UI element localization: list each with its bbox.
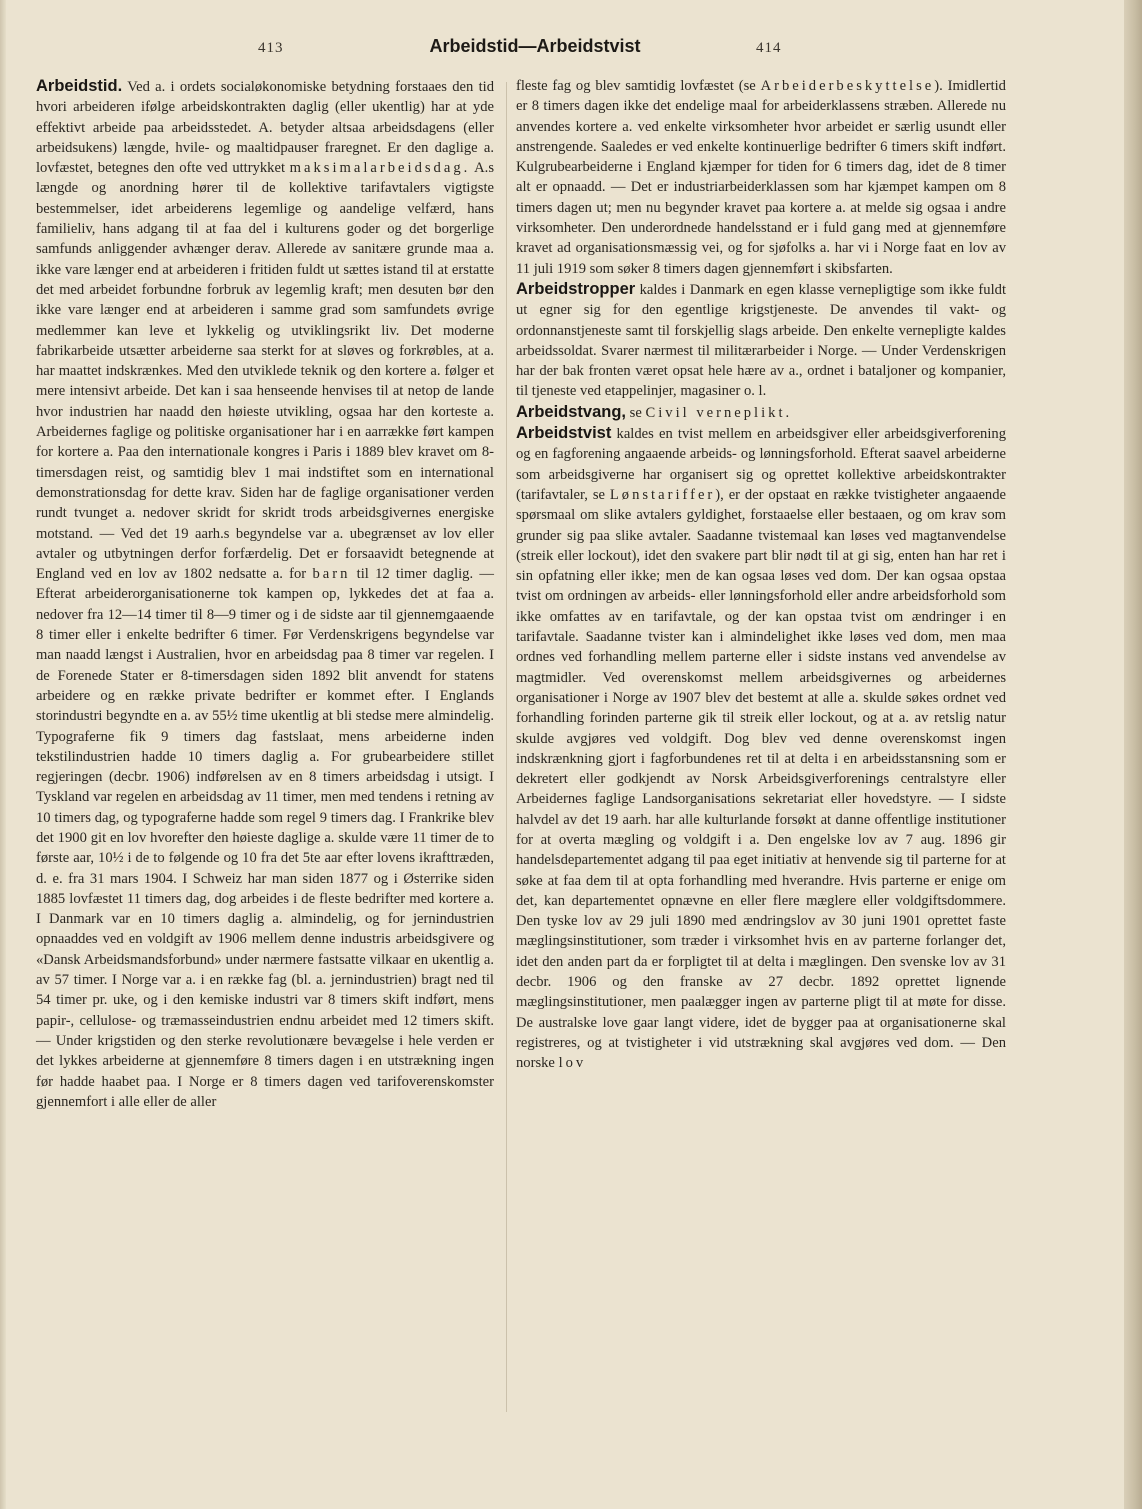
entry-text: A.s længde og anordning hører til de kollektive tarifavtalers vigtigste bestemmelser, idet arbeiderens legemlige og aandelige velfærd, hans familieliv, hans adgang til at faa del i kulturens goder og det borgerlige samfunds anliggender avhænger derav. Allerede av sanitære grunde maa a. ikke vare længer end at arbeideren i fritiden fuldt ut sættes istand til at erstatte det med arbeidet forbundne forbruk av legemlig kraft; men desuten bør den ikke vare længer end at arbeideren i samme grad som samfundets øvrige medlemmer kan leve et lykkelig og utviklingsrikt liv. Det moderne fabrikarbeide utsætter arbeiderne saa sterkt for at sløves og forkrøbles, at a. har maattet indskrænkes. Med den utviklede teknik og den kortere a. følger et mere intensivt arbeide. Det kan i saa henseende henvises til at netop de lande hvor industrien har naadd den høieste utvikling, ogsaa har den korteste a. Arbeidernes faglige og politiske organisationer har i en aarrække ført kampen for kortere a. Paa den internationale kongres i Paris i 1889 blev kravet om 8-timersdagen reist, og samtidig blev 1 mai indstiftet som en international demonstrationsdag for dette krav. Siden har de faglige organisationer verden rundt tvunget a. nedover skridt for skridt trods arbeidsgivernes energiske motstand. — Ved det 19 aarh.s begyndelse var a. ubegrænset av lov eller avtaler og utbytningen derfor forfærdelig. Det er forsaavidt betegnende at England ved en lov av 1802 nedsatte a. for	[36, 160, 494, 583]
entry-text: kaldes en tvist mellem en arbeidsgiver eller arbeidsgiverforening og en fagforening angaaende arbeids- og lønningsforhold. Efterat saavel arbeiderne som arbeidsgiverne har organisert sig og oprettet kollektive arbeidskontrakter (tarifavtaler, se	[516, 426, 1006, 503]
entry-arbeidstropper	[516, 279, 1006, 402]
entry-arbeidstid	[36, 76, 494, 1112]
page-header	[20, 36, 1020, 62]
entry-text: ), er der opstaat en række tvistigheter angaaende spørsmaal om slike avtalers gyldighet, forstaaelse eller bestaaen, og om krav som grunder sig paa slike avtaler. Saadanne tvistemaal kan løses ved magtanvendelse (streik eller lockout), idet den svakere part blir nødt til at gi sig, enten han har ret i sin opfatning eller ikke; men de kan ogsaa løses ved dom. Der kan ogsaa opstaa tvist om ordningen av arbeids- eller lønningsforhold eller andre arbeidsforhold som ikke omfattes av en tarifavtale, og der kan opstaa tvist om ændringer i en tarifavtale. Saadanne tvister kan i almindelighet ikke løses ved dom, men maa ordnes ved forhandling mellem parterne eller i sidste instans ved anvendelse av magtmidler. Ved overenskomst mellem arbeidsgivernes og arbeidernes organisationer i Norge av 1907 blev det bestemt at alle a. skulde søkes ordnet ved forhandling forinden parterne gik til streik eller lockout, og at a. av retslig natur skulde avgjøres ved voldgift. Dog blev ved denne overenskomst ingen indskrænkning gjort i fagforbundenes ret til at delta i en arbeidsstansning som er dekretert eller godkjendt av Norsk Arbeidsgiverforenings centralstyre eller Arbeidernes faglige Landsorganisations sekretariat eller hovedstyre. — I sidste halvdel av det 19 aarh. har alle kulturlande forsøkt at danne offentlige institutioner for at overta mægling og voldgift i a. Den engelske lov av 7 aug. 1896 gir handelsdepartementet adgang til paa eget initiativ at henvende sig til parterne for at søke at faa dem til at opta forhandling med hverandre. Hvis parterne er enige om det, kan departementet opnævne en eller flere mæglere eller voldgiftsdommere. Den tyske lov av 29 juli 1890 med ændringslov av 30 juni 1901 oprettet faste mæglingsinstitutioner, som træder i virksomhet hvis en av parterne forlanger det, idet den anden part da er forpligtet til at delta i mæglingen. Den svenske lov av 31 decbr. 1906 og den franske av 27 decbr. 1892 oprettet lignende mæglingsinstitutioner, men paalægger ingen av parterne pligt til at møte for disse. De australske love gaar langt videre, idet de bygger paa at organisationerne skal registreres, og at tvistigheter i vid utstrækning skal avgjøres ved dom. — Den norske	[516, 486, 1006, 1072]
cross-reference: Arbeiderbeskyttelse	[760, 78, 935, 94]
cross-reference: Civil verneplikt.	[645, 404, 793, 421]
headword-arbeidstropper: Arbeidstropper	[516, 279, 636, 298]
headword-arbeidstid: Arbeidstid.	[36, 77, 123, 95]
spaced-term: maksimalarbeidsdag.	[289, 160, 471, 177]
entry-text: se	[626, 404, 646, 421]
page-number-left: 413	[258, 40, 284, 56]
entry-arbeidstvist	[516, 423, 1006, 1074]
headword-arbeidstvist: Arbeidstvist	[516, 424, 612, 443]
entry-text: til 12 timer daglig. — Efterat arbeiderorganisationerne tok kampen op, lykkedes det at faa a. nedover fra 12—14 timer til 8—9 timer og i de sidste aar til gjennemgaaende 8 timer eller i enkelte bedrifter 6 timer. Før Verdenskrigens begyndelse var man naadd længst i Australien, hvor en arbeidsdag paa 8 timer var regelen. I de Forenede Stater er 8-timersdagen siden 1892 blit anvendt for statens arbeidere og en række private bedrifter er kommet efter. I Englands storindustri begyndte en a. av 55½ time ukentlig at bli stedse mere almindelig. Typograferne fik 9 timers dag fastslaat, mens arbeiderne inden tekstilindustrien hadde 10 timers daglig a. For grubearbeidere stillet regjeringen (decbr. 1906) indførelsen av en 8 timers arbeidsdag i utsigt. I Tyskland var regelen en arbeidsdag av 11 timer, men med tendens i retning av 10 timers dag, og typograferne hadde som regel 9 timers dag. I Frankrike blev det 1900 git en lov hvorefter den høieste daglige a. skulde være 11 timer de to første aar, 10½ i de to følgende og 10 fra det 5te aar efter lovens ikrafttræden, d. e. fra 31 mars 1904. I Schweiz har man siden 1877 og i Østerrike siden 1885 lovfæstet 11 timers dag, dog arbeides i de fleste bedrifter med kortere a. I Danmark var en 10 timers daglig a. almindelig, og for jernindustrien opnaaddes ved en voldgift av 1906 mellem denne industris arbeidsgivere og «Dansk Arbeidsmandsforbund» under nærmere fastsatte vilkaar en ukentlig a. av 57 timer. I Norge var a. i en række fag (bl. a. jernindustrien) bragt ned til 54 timer pr. uke, og i den kemiske industri var 8 timers skift indført, mens papir-, cellulose- og træmasseindustrien endnu arbeidet med 12 timers skift. — Under krigstiden og den sterke revolutionære bevægelse i hele verden er det lykkes arbeiderne at gjennemføre 8 timers dagen i en utstrækning ingen før hadde haabet paa. I Norge er 8 timers dagen ved tarifoverenskomster gjennemfort i alle eller de aller	[36, 566, 494, 1110]
left-column	[36, 76, 494, 1112]
running-head: Arbeidstid—Arbeidstvist	[429, 36, 641, 56]
entry-arbeidstvang	[516, 402, 1006, 423]
page-left-edge	[0, 0, 6, 1509]
entry-arbeidstid-cont	[516, 76, 1006, 279]
column-divider	[506, 82, 507, 1412]
spaced-term: lov	[558, 1055, 587, 1072]
entry-text: fleste fag og blev samtidig lovfæstet (se	[516, 78, 761, 94]
right-column	[516, 76, 1006, 1074]
page-number-right: 414	[756, 40, 782, 56]
entry-text: kaldes i Danmark en egen klasse vernepligtige som ikke fuldt ut egner sig for den egentlige krigstjeneste. De anvendes til vakt- og ordonnanstjeneste samt til forskjellig slags arbeide. Den enkelte vernepligte kaldes arbeidssoldat. Svarer nærmest til militærarbeider i Norge. — Under Verdenskrigen har der bak fronten været opsat hele hære av a., ordnet i bataljoner og kompanier, til tjeneste ved etappelinjer, magasiner o. l.	[516, 281, 1006, 400]
cross-reference: Lønstariffer	[609, 486, 716, 503]
headword-arbeidstvang: Arbeidstvang,	[516, 402, 627, 421]
page-right-edge	[1124, 0, 1142, 1509]
entry-text: Ved a. i ordets socialøkonomiske betydning forstaaes den tid hvori arbeideren ifølge arbeidskontrakten daglig (eller ukentlig) har at yde effektivt arbeide paa arbeidsstedet. A. betyder altsaa arbeidsdagens (eller arbeidsukens) længde, hvile- og maaltidpauser fraregnet. Er den daglige a. lovfæstet, betegnes den ofte ved uttrykket	[36, 79, 494, 177]
spaced-term: barn	[312, 566, 351, 583]
entry-text: ). Imidlertid er 8 timers dagen ikke det endelige maal for arbeiderklassens stræben. Allerede nu anvendes kortere a. ved enkelte virksomheter hvor arbeidet er særlig usundt eller anstrengende. Saaledes er ved enkelte kontinuerlige bedrifter 6 timers skift indført. Kulgrubearbeiderne i England kjæmper for tiden for 6 timers dag, idet de 8 timer alt er opnaadd. — Det er industriarbeiderklassen som har kjæmpet kampen om 8 timers dagen ut; men nu begynder kravet paa kortere a. at melde sig ogsaa i andre virksomheter. Den underordnede handelsstand er i fuld gang med at gjennemføre kravet ad organisationsmæssig vei, og for sjøfolks a. har vi i Norge faat en lov av 11 juli 1919 som søker 8 timers dagen gjennemført i skibsfarten.	[516, 78, 1006, 277]
